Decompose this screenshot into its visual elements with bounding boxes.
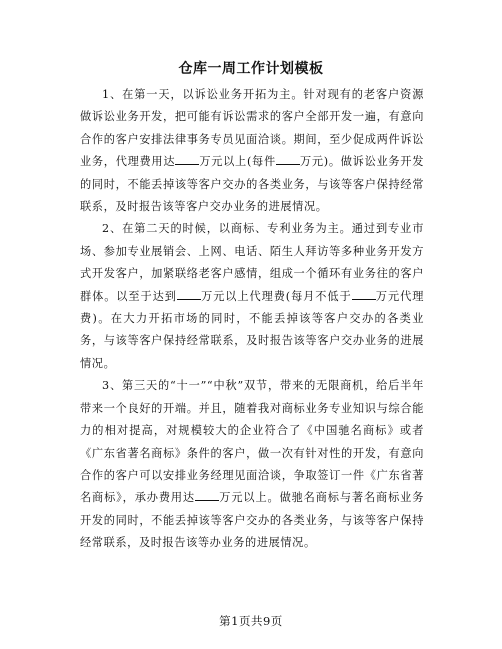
paragraph-text: 万元)。做诉讼业务开发的同时，不能丢掉该等客户交办的各类业务，与该等客户保持经常联系，及时报告该等客户交办业务的进展情况。 [80,155,424,214]
paragraph-3 [80,375,424,554]
document-title: 仓库一周工作计划模板 [178,61,324,77]
blank-line [195,489,219,501]
blank-line [352,288,376,300]
paragraph-text: 1、在第一天，以诉讼业务开拓为主。针对现有的老客户资源做诉讼业务开发，把可能有诉讼需求的客户全部开发一遍，有意向合作的客户安排法律事务专员见面洽谈。期间，至少促成两件诉讼业务，代理费用达 [80,88,424,169]
paragraph-text: 2、在第二天的时候，以商标、专利业务为主。通过到专业市场、参加专业展销会、上网、电话、陌生人拜访等多种业务开发方式开发客户，加紧联络老客户感情，组成一个循环有业务往的客户群体。以至于达到 [80,222,424,303]
paragraph-text: 万元以上代理费(每月不低于 [200,289,352,303]
paragraph-2 [80,218,424,375]
blank-line [175,153,199,165]
paragraph-text: 3、第三天的“十一”“中秋”双节，带来的无限商机，给后半年带来一个良好的开端。并且，随着我对商标业务专业知识与综合能力的相对提高，对规模较大的企业符合了《中国驰名商标》或者《广东省著名商标》条件的客户，做一次有针对性的开发，有意向合作的客户可以安排业务经理见面洽谈，争取签订一件《广东省著名商标》，承办费用达 [80,379,424,505]
blank-line [177,288,201,300]
paragraph-text: 万元以上(每件 [199,155,276,169]
page-number: 第1页共9页 [219,614,283,628]
document-body [80,84,424,555]
paragraph-1 [80,84,424,218]
paragraph-text: 万元以上。做驰名商标与著名商标业务开发的同时，不能丢掉该等客户交办的各类业务，与该等客户保持经常联系，及时报告该等办业务的进展情况。 [80,491,425,550]
paragraph-text: 万元代理费)。在大力开拓市场的同时，不能丢掉该等客户交办的各类业务，与该等客户保持经常联系，及时报告该等客户交办业务的进展情况。 [80,289,424,370]
blank-line [276,153,300,165]
